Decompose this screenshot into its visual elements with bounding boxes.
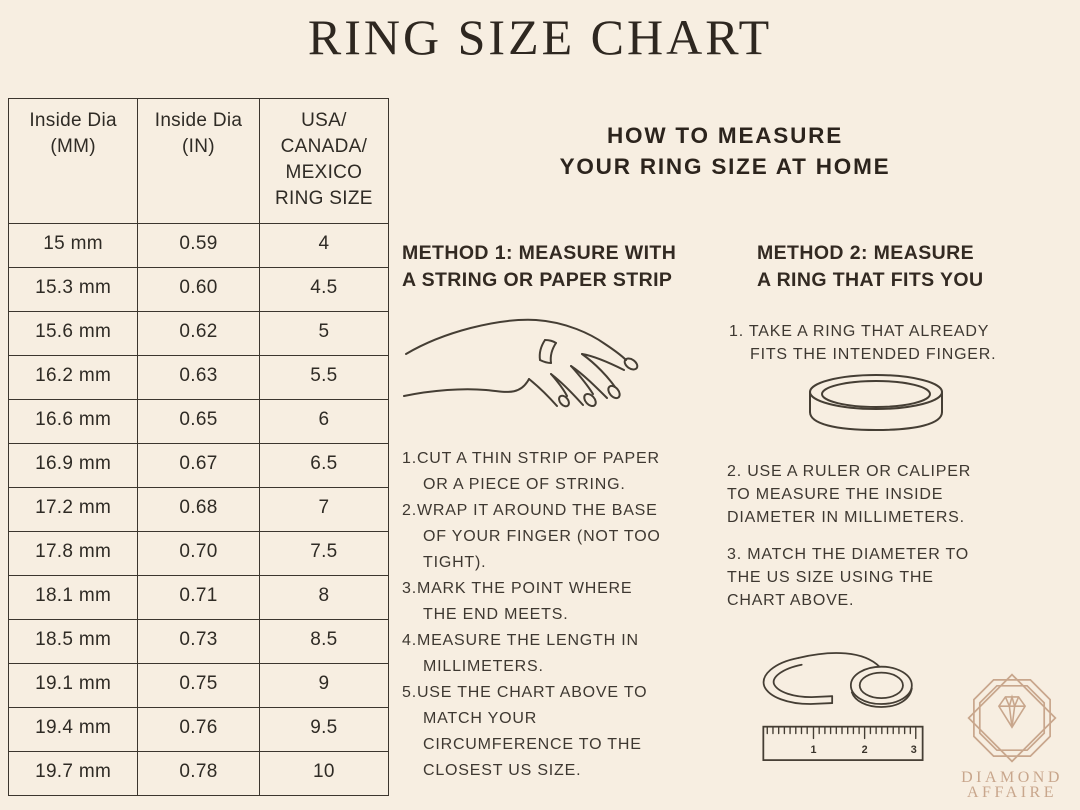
method1-title (402, 240, 676, 294)
method1-step: 5.USE THE CHART ABOVE TO MATCH YOUR CIRCUMFERENCE TO THE CLOSEST US SIZE. (402, 684, 648, 779)
method2-title-line2: A RING THAT FITS YOU (757, 269, 984, 291)
hand-bottom-contour (404, 379, 529, 396)
method1-steps (402, 446, 667, 784)
table-row (9, 752, 389, 796)
cell-mm: 19.7 mm (9, 752, 138, 796)
method1-title-line2: A STRING OR PAPER STRIP (402, 269, 673, 291)
cell-us: 7 (259, 488, 388, 532)
header-line: (MM) (50, 136, 96, 157)
cell-us: 5 (259, 312, 388, 356)
brand-logo (942, 658, 1080, 800)
cell-mm: 16.9 mm (9, 444, 138, 488)
cell-us: 9 (259, 664, 388, 708)
ring-on-finger (540, 340, 556, 363)
method2-step2: 2. USE A RULER OR CALIPER TO MEASURE THE INSIDE DIAMETER IN MILLIMETERS. (727, 463, 972, 526)
cell-mm: 15 mm (9, 224, 138, 268)
hand-with-ring-icon (398, 304, 648, 444)
brand-name-line2: AFFAIRE (967, 784, 1057, 801)
table-row (9, 620, 389, 664)
header-line: MEXICO (285, 162, 363, 183)
ring-front-wall (810, 412, 942, 430)
ring-size-table (8, 98, 389, 796)
method1-step: 1.CUT A THIN STRIP OF PAPER OR A PIECE OF STRING. (402, 450, 660, 493)
cell-us: 7.5 (259, 532, 388, 576)
cell-in: 0.62 (138, 312, 260, 356)
column-header-us-ring-size (259, 99, 388, 224)
cell-mm: 17.2 mm (9, 488, 138, 532)
table-row (9, 664, 389, 708)
cell-mm: 15.6 mm (9, 312, 138, 356)
cell-in: 0.60 (138, 268, 260, 312)
emblem-outer-octagon (974, 680, 1050, 756)
method2-step3: 3. MATCH THE DIAMETER TO THE US SIZE USING THE CHART ABOVE. (727, 546, 970, 609)
cell-us: 9.5 (259, 708, 388, 752)
paper-strip-and-ruler-icon (752, 648, 932, 766)
method1-title-line1: METHOD 1: MEASURE WITH (402, 242, 677, 264)
page-title: RING SIZE CHART (307, 9, 773, 65)
cell-us: 4.5 (259, 268, 388, 312)
cell-mm: 18.5 mm (9, 620, 138, 664)
howto-heading (520, 120, 930, 182)
cell-in: 0.73 (138, 620, 260, 664)
cell-in: 0.68 (138, 488, 260, 532)
cell-in: 0.75 (138, 664, 260, 708)
header-line: RING SIZE (275, 188, 373, 209)
cell-in: 0.67 (138, 444, 260, 488)
cell-us: 5.5 (259, 356, 388, 400)
table-row (9, 356, 389, 400)
ruler-label-2: 2 (861, 744, 868, 757)
diamond-affaire-emblem-icon (966, 672, 1058, 764)
table-header-row (9, 99, 389, 224)
ring-band-icon (806, 372, 946, 437)
method1-step: 2.WRAP IT AROUND THE BASE OF YOUR FINGER (NOT TOO TIGHT). (402, 502, 661, 571)
cell-us: 8.5 (259, 620, 388, 664)
table-row (9, 532, 389, 576)
diamond-gem-icon (999, 697, 1025, 727)
cell-mm: 15.3 mm (9, 268, 138, 312)
method2-title-line1: METHOD 2: MEASURE (757, 242, 974, 264)
pinky-fingernail (557, 394, 571, 408)
cell-us: 10 (259, 752, 388, 796)
table-row (9, 576, 389, 620)
howto-heading-line1: HOW TO MEASURE (606, 123, 844, 148)
index-fingernail (623, 356, 640, 371)
curled-paper-strip (764, 653, 912, 707)
cell-in: 0.65 (138, 400, 260, 444)
middle-fingernail (606, 384, 622, 401)
table-row (9, 488, 389, 532)
emblem-rotated-square (969, 675, 1056, 762)
cell-us: 8 (259, 576, 388, 620)
method1-step: 4.MEASURE THE LENGTH IN MILLIMETERS. (402, 632, 639, 675)
header-line: USA/ (301, 110, 347, 131)
cell-in: 0.71 (138, 576, 260, 620)
hand-top-contour (406, 320, 626, 360)
table-row (9, 268, 389, 312)
cell-in: 0.78 (138, 752, 260, 796)
method2-step1: 1. TAKE A RING THAT ALREADY FITS THE INTENDED FINGER. (729, 323, 997, 363)
column-header-inside-dia-mm (9, 99, 138, 224)
cell-mm: 18.1 mm (9, 576, 138, 620)
header-line: CANADA/ (280, 136, 368, 157)
cell-mm: 16.2 mm (9, 356, 138, 400)
cell-us: 4 (259, 224, 388, 268)
cell-in: 0.70 (138, 532, 260, 576)
ring-fingernail (582, 392, 598, 408)
header-line: (IN) (182, 136, 215, 157)
howto-heading-line2: YOUR RING SIZE AT HOME (559, 154, 891, 179)
brand-name-line1: DIAMOND (961, 769, 1063, 786)
cell-in: 0.63 (138, 356, 260, 400)
cell-mm: 19.1 mm (9, 664, 138, 708)
ring-inner-rim (822, 381, 930, 407)
table-row (9, 312, 389, 356)
column-header-inside-dia-in (138, 99, 260, 224)
cell-mm: 16.6 mm (9, 400, 138, 444)
header-line: Inside Dia (154, 110, 243, 131)
cell-in: 0.76 (138, 708, 260, 752)
table-row (9, 444, 389, 488)
table-row (9, 400, 389, 444)
cell-mm: 19.4 mm (9, 708, 138, 752)
table-row (9, 708, 389, 752)
cell-us: 6.5 (259, 444, 388, 488)
cell-mm: 17.8 mm (9, 532, 138, 576)
cell-us: 6 (259, 400, 388, 444)
ruler-label-1: 1 (810, 744, 817, 757)
header-line: Inside Dia (29, 110, 117, 131)
table-row (9, 224, 389, 268)
method1-step: 3.MARK THE POINT WHERE THE END MEETS. (402, 580, 633, 623)
method2-title (757, 240, 983, 294)
cell-in: 0.59 (138, 224, 260, 268)
ruler (763, 727, 922, 760)
ruler-label-3: 3 (910, 744, 917, 757)
